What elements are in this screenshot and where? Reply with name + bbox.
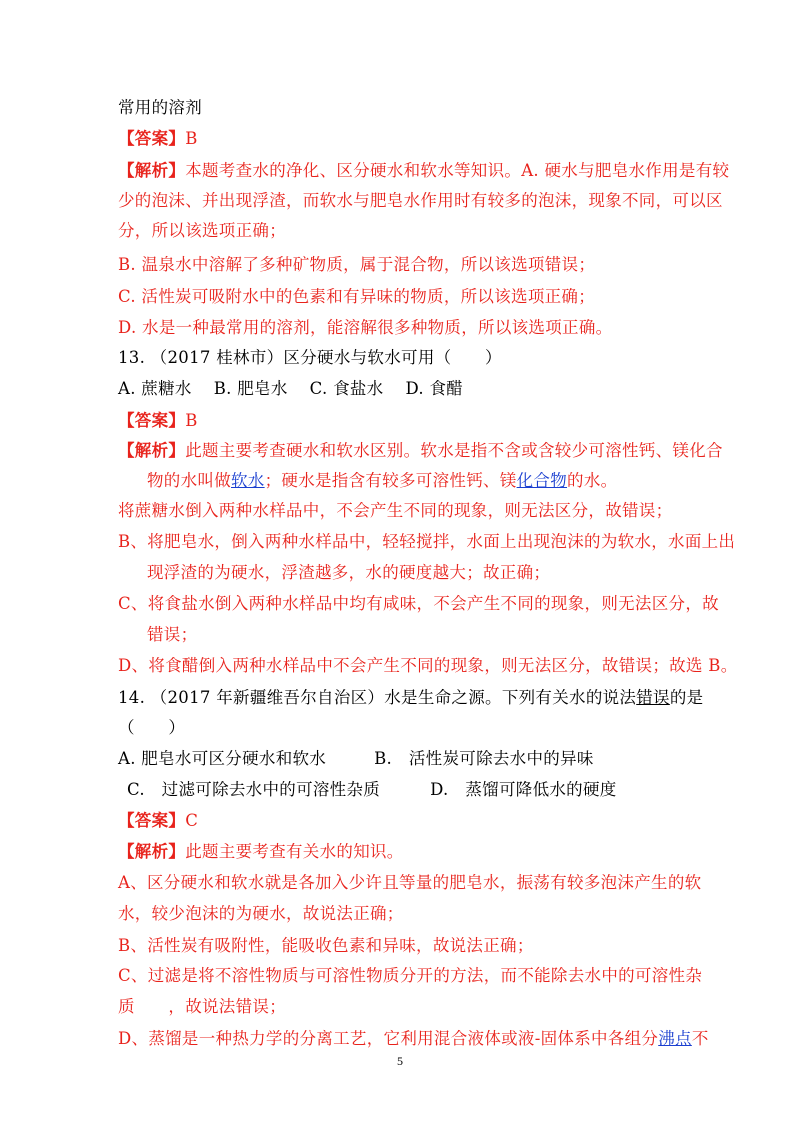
analysis-line: C、过滤是将不溶性物质与可溶性物质分开的方法，而不能除去水中的可溶性杂	[118, 966, 703, 985]
option-d: D. 食醋	[405, 379, 464, 398]
analysis-line: B、将肥皂水，倒入两种水样品中，轻轻搅拌，水面上出现泡沫的为软水，水面上出	[118, 532, 736, 551]
option-b: B. 肥皂水	[213, 379, 288, 398]
question-13-options	[118, 377, 463, 401]
analysis-line: B. 温泉水中溶解了多种矿物质，属于混合物，所以该选项错误；	[118, 255, 596, 274]
text-line: 常用的溶剂	[118, 98, 202, 117]
answer-value: C	[185, 811, 199, 830]
analysis-line: B、活性炭有吸附性，能吸收色素和异味，故说法正确；	[118, 936, 534, 955]
link-boiling-point[interactable]: 沸点	[658, 1029, 692, 1048]
question-14-paren: （ ）	[118, 718, 186, 737]
question-13: 13. （2017 桂林市）区分硬水与软水可用（ ）	[118, 348, 502, 367]
analysis-text: 不	[691, 1029, 709, 1048]
question-text: 14. （2017 年新疆维吾尔自治区）水是生命之源。下列有关水的说法	[118, 688, 637, 707]
analysis-line: 分，所以该选项正确；	[118, 221, 286, 240]
link-compound[interactable]: 化合物	[516, 471, 568, 490]
analysis-line	[118, 159, 729, 183]
analysis-line: 将蔗糖水倒入两种水样品中，不会产生不同的现象，则无法区分，故错误；	[118, 501, 673, 520]
answer-value: B	[185, 129, 198, 148]
analysis-line: D. 水是一种最常用的溶剂，能溶解很多种物质，所以该选项正确。	[118, 318, 613, 337]
analysis-line: C、将食盐水倒入两种水样品中均有咸味，不会产生不同的现象，则无法区分，故	[118, 594, 719, 613]
question-14-options-row1	[118, 747, 594, 771]
analysis-label: 【解析】	[118, 842, 186, 861]
analysis-text: 此题主要考查硬水和软水区别。软水是指不含或含较少可溶性钙、镁化合	[185, 441, 723, 460]
answer-value: B	[185, 411, 198, 430]
analysis-line: D、将食醋倒入两种水样品中不会产生不同的现象，则无法区分，故错误；故选 B。	[118, 656, 738, 675]
analysis-line: 水，较少泡沫的为硬水，故说法正确；	[118, 904, 404, 923]
analysis-line: 少的泡沫、并出现浮渣，而软水与肥皂水作用时有较多的泡沫，现象不同，可以区	[118, 191, 723, 210]
option-d: D. 蒸馏可降低水的硬度	[430, 780, 617, 799]
answer-label: 【答案】	[118, 811, 186, 830]
analysis-text: 物的水叫做	[147, 471, 231, 490]
analysis-line	[118, 1027, 709, 1051]
analysis-label: 【解析】	[118, 161, 186, 180]
analysis-label: 【解析】	[118, 441, 186, 460]
analysis-line	[118, 439, 723, 463]
option-a: A. 蔗糖水	[118, 379, 192, 398]
analysis-text: 此题主要考查有关水的知识。	[185, 842, 404, 861]
option-a: A. 肥皂水可区分硬水和软水	[118, 749, 327, 768]
question-text: 的是	[669, 688, 704, 707]
answer-label: 【答案】	[118, 411, 186, 430]
answer-line	[118, 409, 198, 433]
question-14	[118, 686, 703, 710]
option-b: B. 活性炭可除去水中的异味	[374, 749, 594, 768]
option-c: C. 过滤可除去水中的可溶性杂质	[127, 780, 381, 799]
answer-line	[118, 127, 198, 151]
analysis-line: 现浮渣的为硬水，浮渣越多，水的硬度越大；故正确；	[147, 563, 551, 582]
page-number: 5	[397, 1054, 403, 1068]
analysis-text: 本题考查水的净化、区分硬水和软水等知识。A. 硬水与肥皂水作用是有较	[185, 161, 730, 180]
analysis-text: D、蒸馏是一种热力学的分离工艺，它利用混合液体或液-固体系中各组分	[118, 1029, 659, 1048]
answer-line	[118, 809, 198, 833]
analysis-text: 的水。	[567, 471, 618, 490]
analysis-line: 错误；	[147, 625, 198, 644]
analysis-line: C. 活性炭可吸附水中的色素和有异味的物质，所以该选项正确；	[118, 287, 596, 306]
analysis-line: 质 ，故说法错误；	[118, 997, 286, 1016]
analysis-line	[118, 840, 404, 864]
answer-label: 【答案】	[118, 129, 186, 148]
analysis-line	[147, 469, 617, 493]
link-soft-water[interactable]: 软水	[231, 471, 265, 490]
analysis-text: ；硬水是指含有较多可溶性钙、镁	[264, 471, 517, 490]
question-14-options-row2	[127, 778, 617, 802]
underlined-word: 错误	[636, 688, 670, 707]
analysis-line: A、区分硬水和软水就是各加入少许且等量的肥皂水，振荡有较多泡沫产生的软	[118, 873, 702, 892]
option-c: C. 食盐水	[309, 379, 384, 398]
